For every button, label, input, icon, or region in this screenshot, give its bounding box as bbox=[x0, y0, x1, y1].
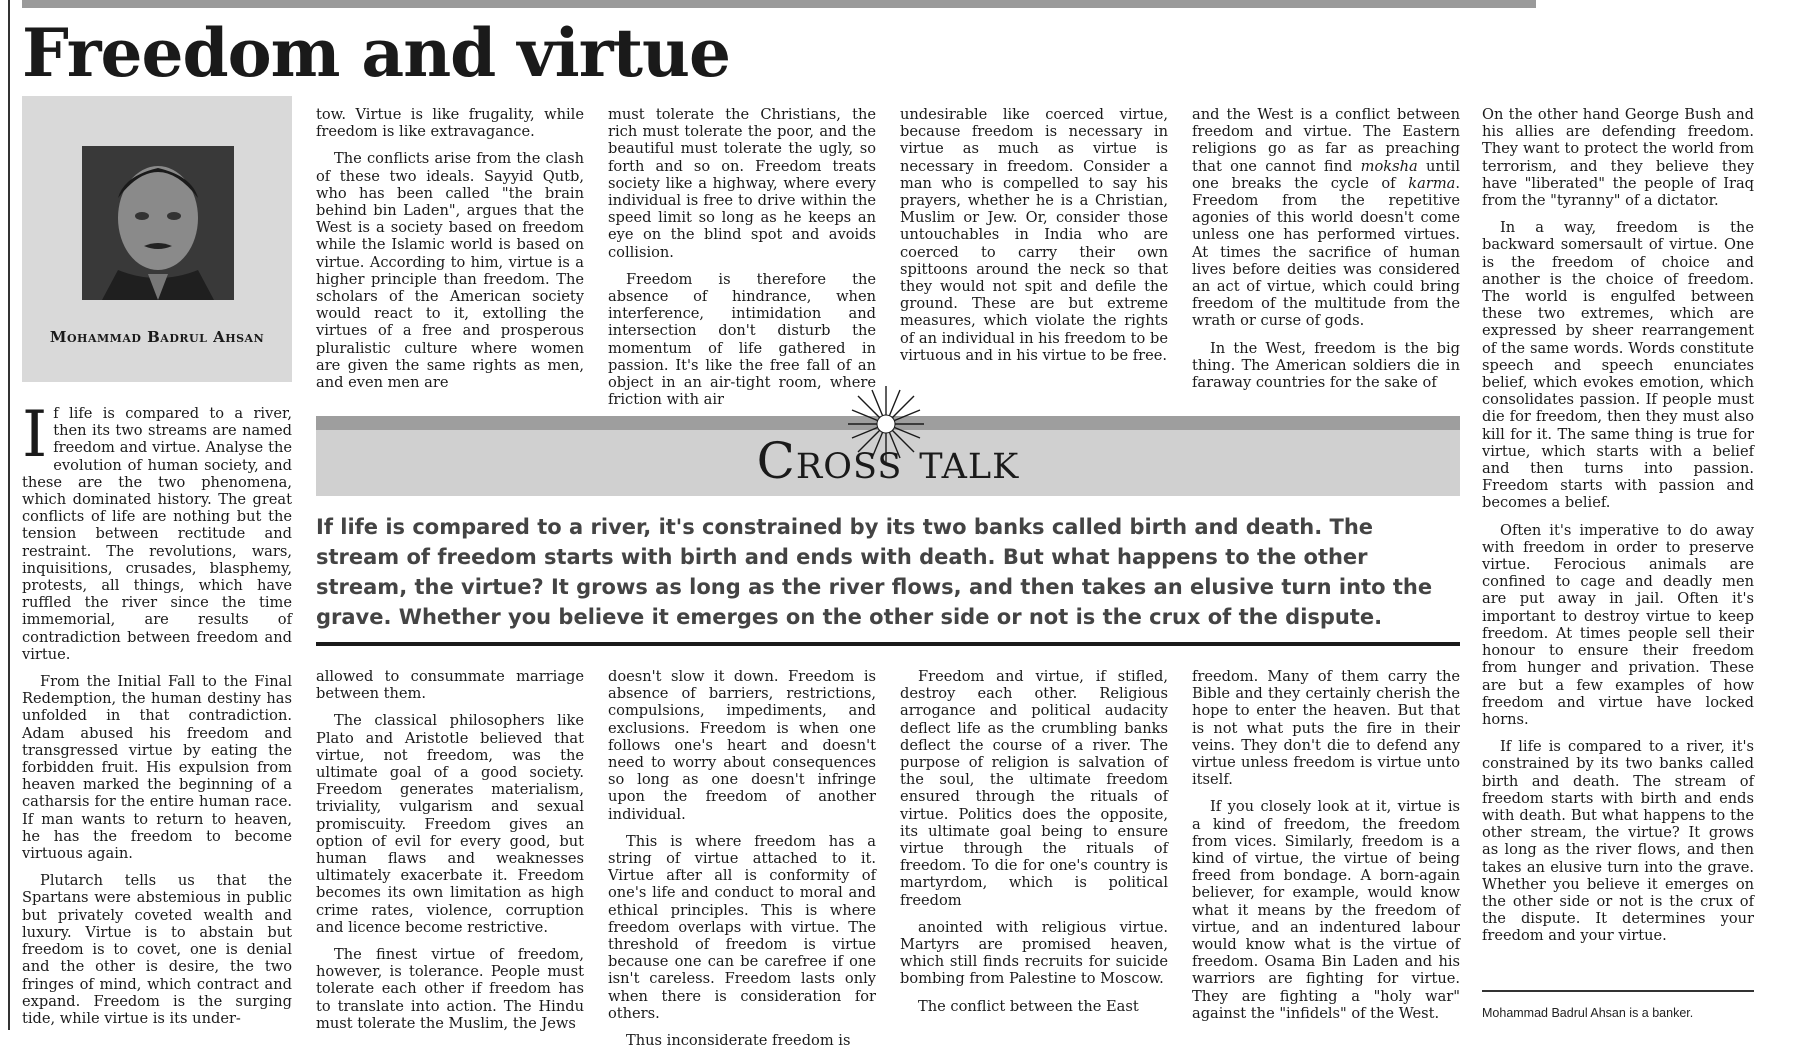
paragraph: Freedom and virtue, if stifled, destroy each other. Religious arrogance and political audacity deflect life as the crumbling banks deflect the course of a river. The purpose of religion is salvation of the soul, the ultimate freedom ensured through the rituals of virtue. Politics does the opposite, its ultimate goal being to ensure virtue through the rituals of freedom. To die for one's country is martyrdom, which is political freedom bbox=[900, 668, 1168, 909]
paragraph: must tolerate the Christians, the rich must tolerate the poor, and the beautiful must tolerate the ugly, so forth and so on. Freedom treats society like a highway, where every individual is free to drive within the speed limit so long as he keeps an eye on the blind spot and avoids collision. bbox=[608, 106, 876, 261]
cross-talk-title: Cross talk bbox=[756, 432, 1020, 490]
paragraph: On the other hand George Bush and his allies are defending freedom. They want to protect the world from terrorism, and they believe they have "liberated" the people of Iraq from the "tyranny" of a dictator. bbox=[1482, 106, 1754, 210]
paragraph: In the West, freedom is the big thing. The American soldiers die in faraway countries for the sake of bbox=[1192, 339, 1460, 392]
footnote-rule bbox=[1482, 990, 1754, 992]
paragraph: The conflict between the East bbox=[918, 997, 1139, 1015]
paragraph: The classical philosophers like Plato and Aristotle believed that virtue, not freedom, was the ultimate goal of a good society. Freedom generates materialism, triviality, vulgarism and sexual promiscuity. Freedom gives an option of evil for every good, but human flaws and weaknesses ultimately exacerbate it. Freedom becomes its own limitation as high crime rates, violence, corruption and licence become restrictive. bbox=[316, 712, 584, 936]
paragraph: The conflicts arise from the clash of these two ideals. Sayyid Qutb, who has been called "the brain behind bin Laden", argues that the West is a society based on freedom while the Islamic world is based on virtue. According to him, virtue is a higher principle than freedom. The scholars of the American society would react to it, extolling the virtues of a free and prosperous pluralistic culture where women are given the same rights as men, and even men are bbox=[316, 150, 584, 392]
paragraph: tow. Virtue is like frugality, while freedom is like extravagance. bbox=[316, 106, 584, 141]
top-rule bbox=[22, 0, 1536, 8]
paragraph: If you closely look at it, virtue is a kind of freedom, the freedom from vices. Similarly, freedom is a kind of virtue, the virtue of being freed from bondage. A born-again believer, for example, would know what it means by the freedom of virtue, and an indentured labour would know what is the virtue of freedom. Osama Bin Laden and his warriors are fighting for virtue. They are fighting a "holy war" against the "infidels" of the West. bbox=[1192, 798, 1460, 1022]
paragraph: Thus inconsiderate freedom is bbox=[626, 1032, 851, 1050]
paragraph: anointed with religious virtue. Martyrs are promised heaven, which still finds recruits for suicide bombing from Palestine to Moscow. bbox=[900, 918, 1168, 988]
column-2-bottom bbox=[316, 668, 584, 1042]
paragraph: In a way, freedom is the backward somersault of virtue. One is the freedom of choice and another is the choice of freedom. The world is engulfed between these two extremes, which are expressed by sheer rearrangement of the same words. Words constitute speech and speech enunciates belief, which evokes emotion, which consolidates passion. If people must die for freedom, then they must also kill for it. The same thing is true for virtue, which starts with a belief and then turns into passion. Freedom starts with passion and becomes a belief. bbox=[1482, 219, 1754, 512]
paragraph: doesn't slow it down. Freedom is absence of barriers, restrictions, compulsions, impediments, and exclusions. Freedom is when one follows one's heart and doesn't need to worry about consequences so long as one doesn't infringe upon the freedom of another individual. bbox=[608, 668, 876, 823]
pull-quote: If life is compared to a river, it's constrained by its two banks called birth and death. The stream of freedom starts with birth and ends with death. But what happens to the other stream, the virtue? It grows as long as the river flows, and then takes an elusive turn into the grave. Whether you believe it emerges on the other side or not is the crux of the dispute. bbox=[316, 515, 1433, 629]
column-4-bottom bbox=[900, 668, 1168, 1025]
headline: Freedom and virtue bbox=[22, 14, 730, 92]
pull-quote-rule bbox=[316, 642, 1460, 646]
paragraph: The finest virtue of freedom, however, is tolerance. People must tolerate each other if freedom has to translate into action. The Hindu must tolerate the Muslim, the Jews bbox=[316, 946, 584, 1032]
paragraph: Plutarch tells us that the Spartans were abstemious in public but privately coveted wealth and luxury. Virtue is to abstain but freedom is to covet, one is denial and the other is desire, the two fringes of mind, which contract and expand. Freedom is the surging tide, while virtue is its under- bbox=[22, 872, 292, 1027]
paragraph: allowed to consummate marriage between them. bbox=[316, 668, 584, 703]
paragraph: From the Initial Fall to the Final Redemption, the human destiny has unfolded in that contradiction. Adam abused his freedom and transgressed virtue by eating the forbidden fruit. His expulsion from heaven marked the beginning of a catharsis for the entire human race. If man wants to return to heaven, he has the freedom to become virtuous again. bbox=[22, 673, 292, 863]
column-5-bottom bbox=[1192, 668, 1460, 1032]
paragraph: Freedom is therefore the absence of hindrance, when interference, intimidation and intersection don't disturb the momentum of life gathered in passion. It's like the free fall of an object in an air-tight room, where friction with air bbox=[608, 270, 876, 409]
paragraph: This is where freedom has a string of virtue attached to it. Virtue after all is conformity of one's life and conduct to moral and ethical principles. This is where freedom overlaps with virtue. The threshold of freedom is virtue because one can be carefree if one isn't careless. Freedom lasts only when there is consideration for others. bbox=[608, 832, 876, 1022]
page-left-rule bbox=[8, 0, 10, 1030]
paragraph: freedom. Many of them carry the Bible and they certainly cherish the hope to enter the heaven. But that is not what puts the fire in their veins. They don't die to defend any virtue unless freedom is virtue unto itself. bbox=[1192, 668, 1460, 789]
column-1 bbox=[22, 398, 292, 1037]
paragraph: Often it's imperative to do away with freedom in order to preserve virtue. Ferocious animals are confined to cage and deadly men are put away in jail. Often it's important to destroy virtue to keep freedom. At times people sell their honour to ensure their freedom from hunger and privation. These are but a few examples of how freedom and virtue have locked horns. bbox=[1482, 521, 1754, 728]
column-6 bbox=[1482, 106, 1754, 955]
author-photo bbox=[82, 146, 234, 300]
paragraph: If life is compared to a river, it's constrained by its two banks called birth and death. The stream of freedom starts with birth and ends with death. But what happens to the other stream, the virtue? It grows as long as the river flows, and then takes an elusive turn into the grave. Whether you believe it emerges on the other side or not is the crux of the dispute. It determines your freedom and your virtue. bbox=[1482, 738, 1754, 945]
byline: Mohammad Badrul Ahsan bbox=[49, 328, 265, 346]
paragraph: and the West is a conflict between freedom and virtue. The Eastern religions go as far as preaching that one cannot find moksha until one breaks the cycle of karma. Freedom from the repetitive agonies of this world doesn't come unless one has performed virtues. At times the sacrifice of human lives before deities was considered an act of virtue, which could bring freedom of the multitude from the wrath or curse of gods. bbox=[1192, 106, 1460, 330]
column-5-top bbox=[1192, 106, 1460, 401]
paragraph: undesirable like coerced virtue, because freedom is necessary in virtue as much as virtue is necessary in freedom. Consider a man who is compelled to say his prayers, whether he is a Christian, Muslim or Jew. Or, consider those untouchables in India who are coerced to carry their own spittoons around the neck so that they would not spit and defile the ground. These are but extreme measures, which violate the rights of an individual in his freedom to be virtuous and in his virtue to be free. bbox=[900, 106, 1168, 364]
column-4-top bbox=[900, 106, 1168, 374]
column-2-top bbox=[316, 106, 584, 401]
column-3-bottom bbox=[608, 668, 876, 1059]
author-footnote: Mohammad Badrul Ahsan is a banker. bbox=[1482, 1006, 1694, 1020]
paragraph: If life is compared to a river, then its two streams are named freedom and virtue. Analyse the evolution of human society, and these are the two phenomena, which dominated history. The great conflicts of life are nothing but the tension between rectitude and restraint. The revolutions, wars, inquisitions, crusades, blasphemy, protests, all things, which have ruffled the river since the time immemorial, are results of contradiction between freedom and virtue. bbox=[22, 398, 292, 663]
column-3-top bbox=[608, 106, 876, 418]
